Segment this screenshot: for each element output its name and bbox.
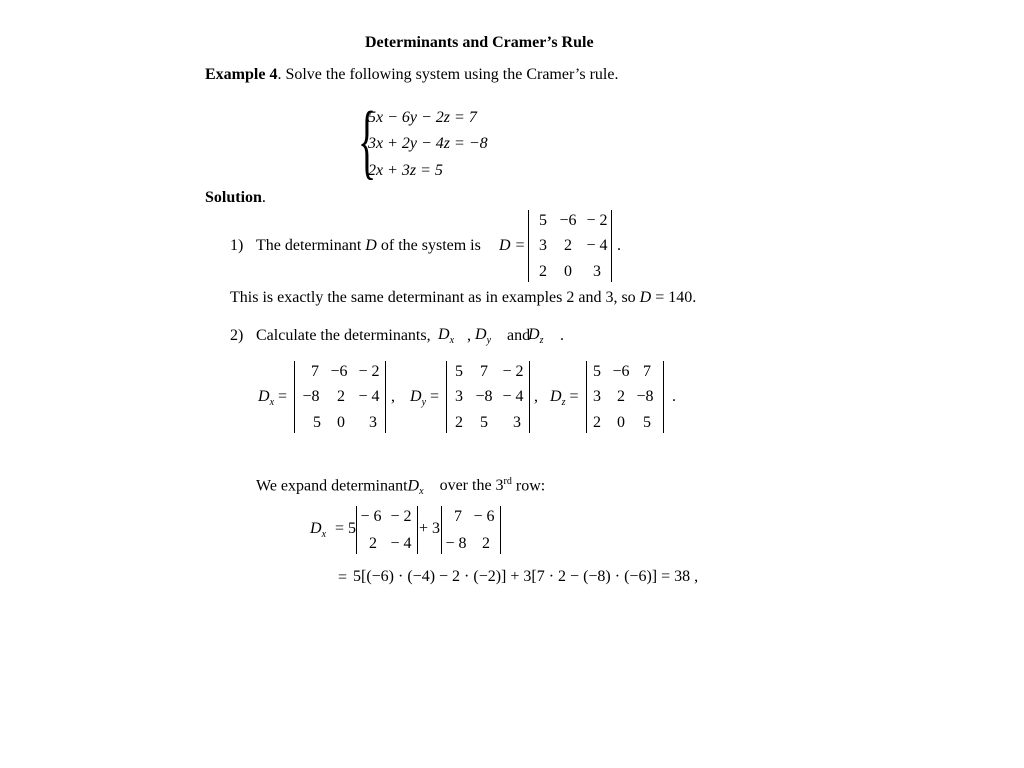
matrix-cell: 2 bbox=[337, 388, 345, 405]
matrix-cell: 2 bbox=[617, 388, 625, 405]
solution-period: . bbox=[261, 189, 266, 206]
determinant-dy bbox=[446, 361, 530, 433]
example-statement bbox=[205, 67, 618, 83]
step-1-text bbox=[256, 238, 481, 254]
example-text: . Solve the following system using the Cramer’s rule. bbox=[277, 66, 619, 83]
dx-var: D bbox=[258, 388, 270, 405]
expand-sup: rd bbox=[503, 476, 512, 487]
expansion-lhs bbox=[310, 520, 327, 540]
step-2-number: 2) bbox=[230, 327, 244, 344]
matrix-cell: 5 bbox=[593, 363, 601, 380]
matrix-cell: 7 bbox=[311, 363, 319, 380]
expand-text-c: row: bbox=[511, 477, 546, 495]
matrix-cell: −8 bbox=[302, 388, 320, 405]
dy-lhs bbox=[410, 388, 440, 408]
dy-label: D bbox=[475, 326, 487, 343]
step-1-end: . bbox=[617, 237, 621, 254]
determinant-dz bbox=[586, 361, 664, 433]
matrix-cell: 3 bbox=[593, 388, 601, 405]
note-text-b: = 140. bbox=[651, 289, 697, 306]
dz-eq: = bbox=[569, 388, 579, 405]
matrix-cell: − 8 bbox=[445, 535, 467, 552]
matrix-cell: − 4 bbox=[390, 535, 412, 552]
determinant-d bbox=[528, 210, 612, 282]
dx-sub: x bbox=[449, 335, 455, 346]
step-2-and: and bbox=[507, 327, 531, 344]
example-label: Example 4 bbox=[205, 66, 278, 83]
matrix-cell: 7 bbox=[643, 363, 651, 380]
note-text-a: This is exactly the same determinant as in examples 2 and 3, so bbox=[230, 289, 640, 306]
matrix-cell: 2 bbox=[593, 414, 601, 431]
expand-sub: x bbox=[419, 486, 424, 498]
dx-separator: , bbox=[391, 388, 395, 405]
dy-var: D bbox=[410, 388, 422, 405]
expand-text-b: over the 3 bbox=[439, 477, 504, 495]
step-1-text-a: The determinant bbox=[256, 237, 366, 254]
matrix-cell: 5 bbox=[643, 414, 651, 431]
dz-lhs-sub: z bbox=[561, 397, 566, 408]
matrix-cell: 5 bbox=[455, 363, 463, 380]
matrix-cell: 3 bbox=[369, 414, 377, 431]
result-eq: = bbox=[338, 569, 348, 586]
matrix-cell: − 6 bbox=[360, 508, 382, 525]
matrix-cell: 2 bbox=[455, 414, 463, 431]
matrix-cell: 5 bbox=[480, 414, 488, 431]
expand-var: D bbox=[407, 477, 420, 495]
expansion-var: D bbox=[310, 520, 322, 537]
matrix-cell: 2 bbox=[482, 535, 490, 552]
dx-label: D bbox=[438, 326, 450, 343]
matrix-cell: 2 bbox=[369, 535, 377, 552]
minor-2 bbox=[441, 506, 501, 554]
matrix-cell: − 2 bbox=[502, 363, 524, 380]
dx-lhs-sub: x bbox=[269, 397, 275, 408]
matrix-cell: − 4 bbox=[358, 388, 380, 405]
matrix-cell: 3 bbox=[593, 263, 601, 280]
matrix-cell: −6 bbox=[330, 363, 348, 380]
matrix-cell: − 2 bbox=[358, 363, 380, 380]
step-2-dy bbox=[475, 326, 492, 346]
solution-label: Solution bbox=[205, 189, 262, 206]
expand-text-a: We expand determinant bbox=[256, 477, 408, 495]
dz-var: D bbox=[550, 388, 562, 405]
step-1-var: D bbox=[365, 237, 377, 254]
matrix-cell: − 2 bbox=[390, 508, 412, 525]
dz-separator: . bbox=[672, 388, 676, 405]
step-2-dx bbox=[438, 326, 455, 346]
step-1-number: 1) bbox=[230, 237, 244, 254]
equation-1: 5x − 6y − 2z = 7 bbox=[368, 109, 477, 126]
step-1-text-b: of the system is bbox=[376, 237, 481, 254]
matrix-cell: 0 bbox=[337, 414, 345, 431]
dz-label: D bbox=[528, 326, 540, 343]
expansion-sub: x bbox=[321, 529, 327, 540]
system-brace: { bbox=[358, 95, 377, 188]
matrix-cell: 3 bbox=[513, 414, 521, 431]
equation-2: 3x + 2y − 4z = −8 bbox=[368, 135, 488, 152]
matrix-cell: − 2 bbox=[586, 212, 608, 229]
page-title: Determinants and Cramer’s Rule bbox=[365, 34, 594, 51]
matrix-cell: 2 bbox=[564, 237, 572, 254]
step-2-text: Calculate the determinants, bbox=[256, 327, 431, 344]
matrix-cell: 5 bbox=[539, 212, 547, 229]
matrix-cell: 3 bbox=[455, 388, 463, 405]
result-expression: 5[(−6) · (−4) − 2 · (−2)] + 3[7 · 2 − (−8) · (−6)] = 38 , bbox=[353, 568, 699, 585]
dz-lhs bbox=[550, 388, 579, 408]
expansion-eq: = 5 bbox=[335, 520, 357, 537]
note-var: D bbox=[639, 289, 652, 306]
matrix-cell: −6 bbox=[612, 363, 630, 380]
matrix-cell: 3 bbox=[539, 237, 547, 254]
expansion-plus: + 3 bbox=[419, 520, 441, 537]
matrix-cell: − 6 bbox=[473, 508, 495, 525]
step-2-dz bbox=[528, 326, 544, 346]
step-2-end: . bbox=[560, 327, 564, 344]
matrix-cell: 5 bbox=[313, 414, 321, 431]
dy-sub: y bbox=[486, 335, 492, 346]
minor-1 bbox=[356, 506, 418, 554]
matrix-cell: −8 bbox=[475, 388, 493, 405]
matrix-cell: − 4 bbox=[502, 388, 524, 405]
matrix-cell: 0 bbox=[564, 263, 572, 280]
determinant-dx bbox=[294, 361, 386, 433]
dx-lhs bbox=[258, 388, 288, 408]
dy-lhs-sub: y bbox=[421, 397, 427, 408]
matrix-cell: −8 bbox=[636, 388, 654, 405]
step-1-lhs: D = bbox=[499, 237, 526, 254]
matrix-cell: −6 bbox=[559, 212, 577, 229]
matrix-cell: 0 bbox=[617, 414, 625, 431]
same-determinant-note bbox=[230, 290, 696, 306]
matrix-cell: 2 bbox=[539, 263, 547, 280]
step-2-comma: , bbox=[467, 327, 471, 344]
dx-eq: = bbox=[278, 388, 288, 405]
dz-sub: z bbox=[539, 335, 544, 346]
solution-heading bbox=[205, 190, 266, 206]
matrix-cell: − 4 bbox=[586, 237, 608, 254]
equation-3: 2x + 3z = 5 bbox=[368, 162, 443, 179]
dy-separator: , bbox=[534, 388, 538, 405]
dy-eq: = bbox=[430, 388, 440, 405]
matrix-cell: 7 bbox=[454, 508, 462, 525]
matrix-cell: 7 bbox=[480, 363, 488, 380]
expand-text bbox=[256, 476, 546, 498]
